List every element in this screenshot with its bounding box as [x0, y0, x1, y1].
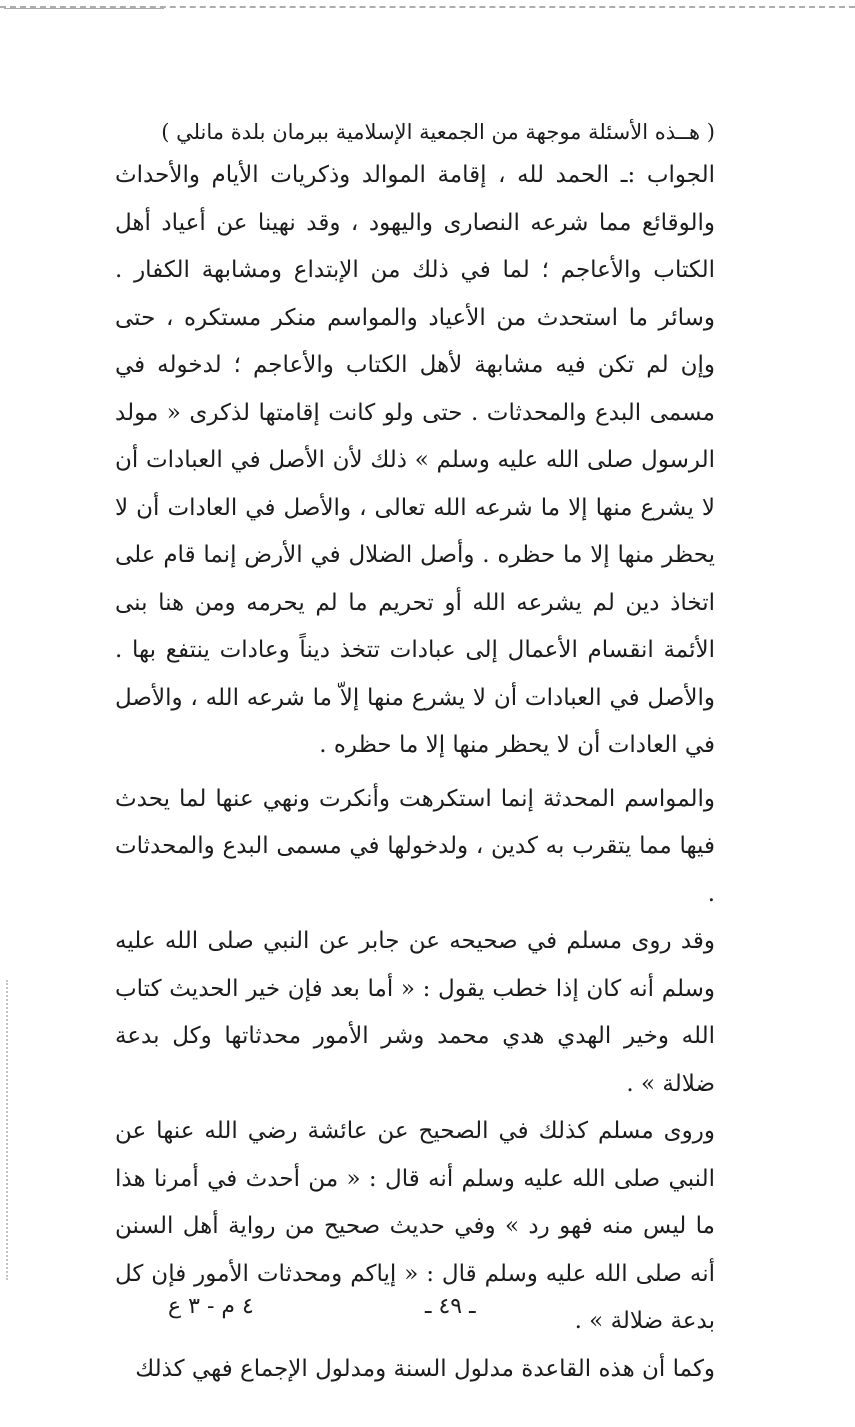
paragraph-continuation: وكما أن هذه القاعدة مدلول السنة ومدلول الإجماع فهي كذلك [135, 1355, 715, 1382]
question-source-note: ( هــذه الأسئلة موجهة من الجمعية الإسلامية ببرمان بلدة مانلي ) [161, 120, 715, 144]
paragraph-innovated-seasons: والمواسم المحدثة إنما استكرهت وأنكرت ونهي عنها لما يحدث فيها مما يتقرب به كدين ، ولدخولها في مسمى البدع والمحدثات . [107, 785, 715, 907]
print-signature-code: ٤ م - ٣ ع [168, 1294, 254, 1319]
scan-left-dotted-edge [6, 980, 10, 1280]
paragraph-hadith-jabir: وقد روى مسلم في صحيحه عن جابر عن النبي صلى الله عليه وسلم أنه كان إذا خطب يقول : « أما بعد فإن خير الحديث كتاب الله وخير الهدي هدي محمد وشر الأمور محدثاتها وكل بدعة ضلالة » . [107, 928, 715, 1097]
page-number: ـ ٤٩ ـ [425, 1294, 476, 1319]
paragraph-hadith-aisha: وروى مسلم كذلك في الصحيح عن عائشة رضي الله عنها عن النبي صلى الله عليه وسلم أنه قال : « من أحدث في أمرنا هذا ما ليس منه فهو رد » وفي حديث صحيح من رواية أهل السنن أنه صلى الله عليه وسلم قال : « إياكم ومحدثات الأمور فإن كل بدعة ضلالة » . [107, 1118, 715, 1334]
scan-top-corner-mark [4, 8, 164, 23]
answer-paragraph: الجواب :ـ الحمد لله ، إقامة الموالد وذكريات الأيام والأحداث والوقائع مما شرعه النصارى واليهود ، وقد نهينا عن أعياد أهل الكتاب والأعاجم ؛ لما في ذلك من الإبتداع ومشابهة الكفار . وسائر ما استحدث من الأعياد والمواسم منكر مستكره ، حتى وإن لم تكن فيه مشابهة لأهل الكتاب والأعاجم ؛ لدخوله في مسمى البدع والمحدثات . حتى ولو كانت إقامتها لذكرى « مولد الرسول صلى الله عليه وسلم » ذلك لأن الأصل في العبادات أن لا يشرع منها إلا ما شرعه الله تعالى ، والأصل في العادات أن لا يحظر منها إلا ما حظره . وأصل الضلال في الأرض إنما قام على اتخاذ دين لم يشرعه الله أو تحريم ما لم يحرمه ومن هنا بنى الأئمة انقسام الأعمال إلى عبادات تتخذ ديناً وعادات ينتفع بها . والأصل في العبادات أن لا يشرع منها إلاّ ما شرعه الله ، والأصل في العادات أن لا يحظر منها إلا ما حظره . [107, 162, 715, 758]
page-footer [0, 1290, 855, 1330]
